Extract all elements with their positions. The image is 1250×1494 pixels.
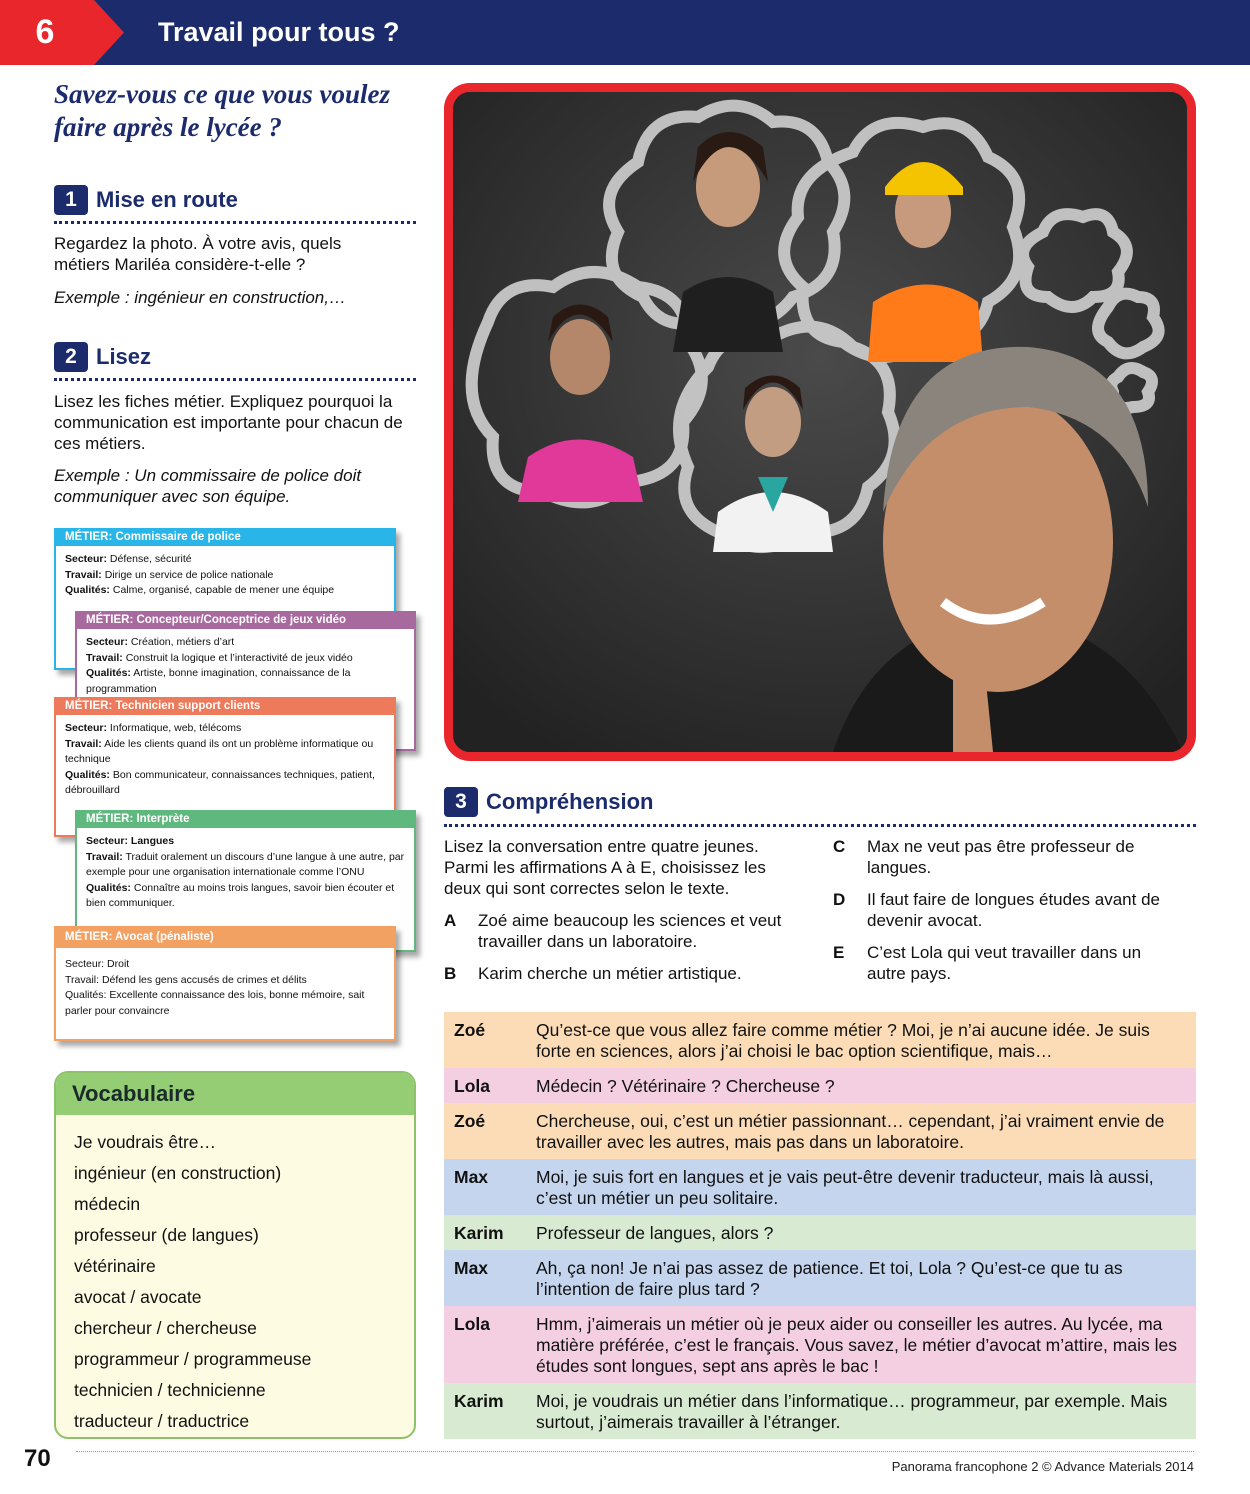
option-letter: D xyxy=(833,890,846,909)
card-field-value: Artiste, bonne imagination, connaissance de la programmation xyxy=(86,667,351,695)
job-card-title: MÉTIER: Interprète xyxy=(77,810,414,828)
card-field-label: Travail: xyxy=(65,737,102,750)
dialogue-line: Médecin ? Vétérinaire ? Chercheuse ? xyxy=(536,1076,835,1096)
speaker-name: Max xyxy=(454,1167,489,1187)
vocabulary-box xyxy=(54,1071,416,1439)
card-field-value: Création, métiers d’art xyxy=(128,636,235,648)
card-field-value: Traduit oralement un discours d’une langue à une autre, par exemple pour une organisation internationale comme l’ONU xyxy=(86,850,405,878)
dialogue-row xyxy=(444,1068,1196,1103)
section-1-instruction: Regardez la photo. À votre avis, quels métiers Mariléa considère-t-elle ? xyxy=(54,234,342,274)
option-letter: A xyxy=(444,911,457,930)
page-number: 70 xyxy=(24,1445,51,1472)
tagline: Savez-vous ce que vous voulez faire après le lycée ? xyxy=(54,79,390,142)
dialogue-line: Moi, je suis fort en langues et je vais peut-être devenir traducteur, mais là aussi, c’est un métier un peu solitaire. xyxy=(536,1167,1154,1208)
dialogue-line: Hmm, j’aimerais un métier où je peux aider ou conseiller les autres. Au lycée, ma matière préférée, c’est le français. Vous savez, le métier d’avocat m’attire, mais les études sont longues, sept ans après le bac ! xyxy=(536,1314,1177,1376)
vocab-item: professeur (de langues) xyxy=(74,1225,259,1245)
dialogue-line: Qu’est-ce que vous allez faire comme métier ? Moi, je n’ai aucune idée. Je suis forte en sciences, alors j’ai choisi le bac option scientifique, mais… xyxy=(536,1020,1150,1061)
card-field-label: Secteur: xyxy=(65,553,108,565)
card-field-value: Défense, sécurité xyxy=(107,553,192,565)
section-title: Compréhension xyxy=(486,789,654,814)
speaker-name: Zoé xyxy=(454,1111,486,1131)
card-field-value: Dirige un service de police nationale xyxy=(101,568,274,581)
dialogue-row xyxy=(444,1012,1196,1068)
section-3-instruction: Lisez la conversation entre quatre jeunes. Parmi les affirmations A à E, choisissez les deux qui sont correctes selon le texte. xyxy=(444,837,766,898)
section-number: 3 xyxy=(444,787,478,817)
job-card-avocat xyxy=(54,926,396,1041)
vocab-item: chercheur / chercheuse xyxy=(74,1318,257,1338)
card-field-label: Qualités: xyxy=(86,667,131,679)
option-text: Karim cherche un métier artistique. xyxy=(478,964,742,983)
dialogue-row xyxy=(444,1159,1196,1215)
dialogue-row xyxy=(444,1215,1196,1250)
card-field-label: Qualités: xyxy=(86,881,131,894)
speaker-name: Zoé xyxy=(454,1020,486,1040)
section-number: 2 xyxy=(54,342,88,372)
vocab-item: Je voudrais être… xyxy=(74,1132,217,1152)
card-field: Secteur: Droit xyxy=(65,958,130,970)
speaker-name: Karim xyxy=(454,1223,504,1243)
job-card-title: MÉTIER: Technicien support clients xyxy=(56,697,394,715)
option-text: C’est Lola qui veut travailler dans un autre pays. xyxy=(867,943,1142,983)
section-number: 1 xyxy=(54,185,88,215)
card-field: Qualités: Excellente connaissance des lois, bonne mémoire, sait parler pour convaincre xyxy=(65,989,365,1017)
section-title: Mise en route xyxy=(96,187,238,212)
dialogue-row xyxy=(444,1103,1196,1159)
dialogue-line: Chercheuse, oui, c’est un métier passionnant… cependant, j’ai vraiment envie de travailler avec les autres, mais pas dans un laboratoire. xyxy=(536,1111,1165,1152)
dialogue-table xyxy=(444,1012,1196,1439)
dialogue-line: Professeur de langues, alors ? xyxy=(536,1223,774,1243)
card-field-value: Aide les clients quand ils ont un problème informatique ou technique xyxy=(65,737,374,765)
dotted-divider xyxy=(54,378,416,381)
dialogue-row xyxy=(444,1383,1196,1439)
section-2-instruction: Lisez les fiches métier. Expliquez pourquoi la communication est importante pour chacun de ces métiers. xyxy=(54,392,403,453)
career-dream-photo xyxy=(444,83,1196,761)
option-letter: B xyxy=(444,964,457,983)
card-field-label: Secteur: Langues xyxy=(86,835,175,847)
dialogue-line: Moi, je voudrais un métier dans l’informatique… programmeur, par exemple. Mais surtout, j’aimerais travailler à l’étranger. xyxy=(536,1391,1168,1432)
job-card-title: MÉTIER: Concepteur/Conceptrice de jeux vidéo xyxy=(77,611,414,629)
card-field-label: Travail: xyxy=(86,651,123,664)
option-letter: C xyxy=(833,837,846,856)
card-field-value: Connaître au moins trois langues, savoir bien écouter et bien communiquer. xyxy=(86,881,395,909)
dotted-divider xyxy=(54,221,416,224)
vocab-item: technicien / technicienne xyxy=(74,1380,266,1400)
section-1-heading xyxy=(54,185,238,215)
card-field: Travail: Défend les gens accusés de crimes et délits xyxy=(65,973,307,986)
vocab-item: avocat / avocate xyxy=(74,1287,202,1307)
speaker-name: Karim xyxy=(454,1391,504,1411)
job-card-title: MÉTIER: Commissaire de police xyxy=(56,528,394,546)
vocab-item: vétérinaire xyxy=(74,1256,156,1276)
speaker-name: Lola xyxy=(454,1076,490,1096)
section-1-example: Exemple : ingénieur en construction,… xyxy=(54,288,346,307)
card-field-label: Qualités: xyxy=(65,768,110,781)
section-3-heading xyxy=(444,787,653,817)
unit-title: Travail pour tous ? xyxy=(158,17,400,47)
option-text: Zoé aime beaucoup les sciences et veut travailler dans un laboratoire. xyxy=(478,911,782,951)
speaker-name: Lola xyxy=(454,1314,490,1334)
vocab-item: ingénieur (en construction) xyxy=(74,1163,282,1183)
option-text: Max ne veut pas être professeur de langues. xyxy=(867,837,1135,877)
dotted-divider xyxy=(444,824,1196,827)
footer-divider xyxy=(76,1451,1194,1452)
unit-header xyxy=(0,0,1250,65)
section-title: Lisez xyxy=(96,344,152,369)
section-2-example: Exemple : Un commissaire de police doit communiquer avec son équipe. xyxy=(54,466,362,506)
card-field-value: Calme, organisé, capable de mener une équipe xyxy=(109,584,335,596)
card-field-label: Travail: xyxy=(65,568,102,581)
card-field-label: Qualités: xyxy=(65,584,110,596)
vocab-item: médecin xyxy=(74,1194,141,1214)
dialogue-line: Ah, ça non! Je n’ai pas assez de patience. Et toi, Lola ? Qu’est-ce que tu as l’intention de faire plus tard ? xyxy=(536,1258,1123,1299)
card-field-label: Travail: xyxy=(86,850,123,863)
card-field-label: Secteur: xyxy=(86,636,129,648)
dialogue-row xyxy=(444,1306,1196,1383)
card-field-value: Bon communicateur, connaissances techniques, patient, débrouillard xyxy=(65,768,375,796)
photo-illustration xyxy=(453,92,1187,752)
option-letter: E xyxy=(833,943,845,962)
speaker-name: Max xyxy=(454,1258,489,1278)
footer-credit: Panorama francophone 2 © Advance Materials 2014 xyxy=(891,1459,1194,1474)
option-text: Il faut faire de longues études avant de devenir avocat. xyxy=(867,890,1160,930)
card-field-value: Construit la logique et l’interactivité de jeux vidéo xyxy=(122,651,353,664)
card-field-value: Informatique, web, télécoms xyxy=(107,722,242,734)
job-card-title: MÉTIER: Avocat (pénaliste) xyxy=(56,926,394,948)
card-field-label: Secteur: xyxy=(65,722,108,734)
section-2-heading xyxy=(54,342,151,372)
vocab-item: programmeur / programmeuse xyxy=(74,1349,312,1369)
chapter-number: 6 xyxy=(35,13,55,51)
dialogue-row xyxy=(444,1250,1196,1306)
vocabulary-title: Vocabulaire xyxy=(56,1073,414,1115)
vocab-item: traducteur / traductrice xyxy=(74,1411,250,1431)
